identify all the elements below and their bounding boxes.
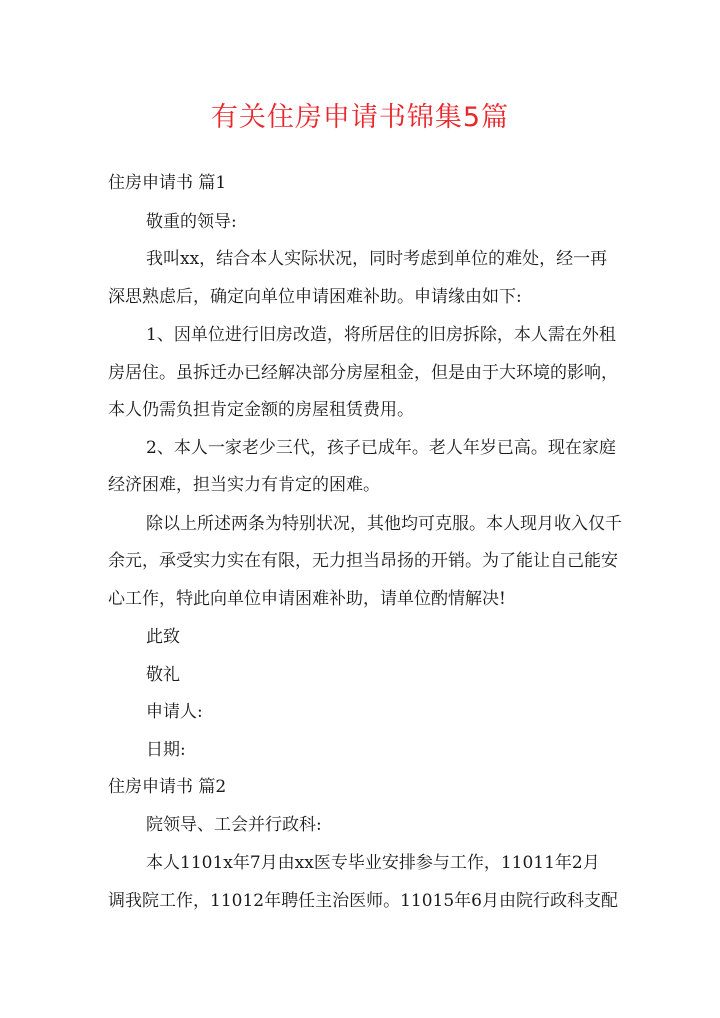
paragraph-line: 调我院工作，11012年聘任主治医师。11015年6月由院行政科支配 <box>108 891 618 911</box>
paragraph-line: 深思熟虑后，确定向单位申请困难补助。申请缘由如下: <box>108 287 522 307</box>
date-label: 日期: <box>146 740 186 760</box>
section-heading-2: 住房申请书 篇2 <box>108 777 227 797</box>
paragraph-line: 心工作，特此向单位申请困难补助，请单位酌情解决! <box>108 589 506 609</box>
closing-line: 此致 <box>146 627 180 647</box>
paragraph-line: 房居住。虽拆迁办已经解决部分房屋租金，但是由于大环境的影响， <box>108 363 618 383</box>
paragraph-line: 除以上所述两条为特别状况，其他均可克服。本人现月收入仅千 <box>146 514 622 534</box>
paragraph-line: 1、因单位进行旧房改造，将所居住的旧房拆除，本人需在外租 <box>146 325 616 345</box>
paragraph-line: 我叫xx，结合本人实际状况，同时考虑到单位的难处，经一再 <box>146 249 608 269</box>
paragraph-line: 经济困难，担当实力有肯定的困难。 <box>108 475 380 495</box>
section-heading-1: 住房申请书 篇1 <box>108 173 227 193</box>
paragraph-line: 本人仍需负担肯定金额的房屋租赁费用。 <box>108 400 414 420</box>
applicant-label: 申请人: <box>146 702 203 722</box>
salutation: 敬重的领导: <box>146 212 237 232</box>
salutation: 院领导、工会并行政科: <box>146 815 322 835</box>
paragraph-line: 本人1101x年7月由xx医专毕业安排参与工作，11011年2月 <box>146 853 600 873</box>
closing-line: 敬礼 <box>146 665 180 685</box>
paragraph-line: 余元，承受实力实在有限，无力担当昂扬的开销。为了能让自己能安 <box>108 551 618 571</box>
paragraph-line: 2、本人一家老少三代，孩子已成年。老人年岁已高。现在家庭 <box>146 438 616 458</box>
document-title: 有关住房申请书锦集5篇 <box>210 102 510 133</box>
